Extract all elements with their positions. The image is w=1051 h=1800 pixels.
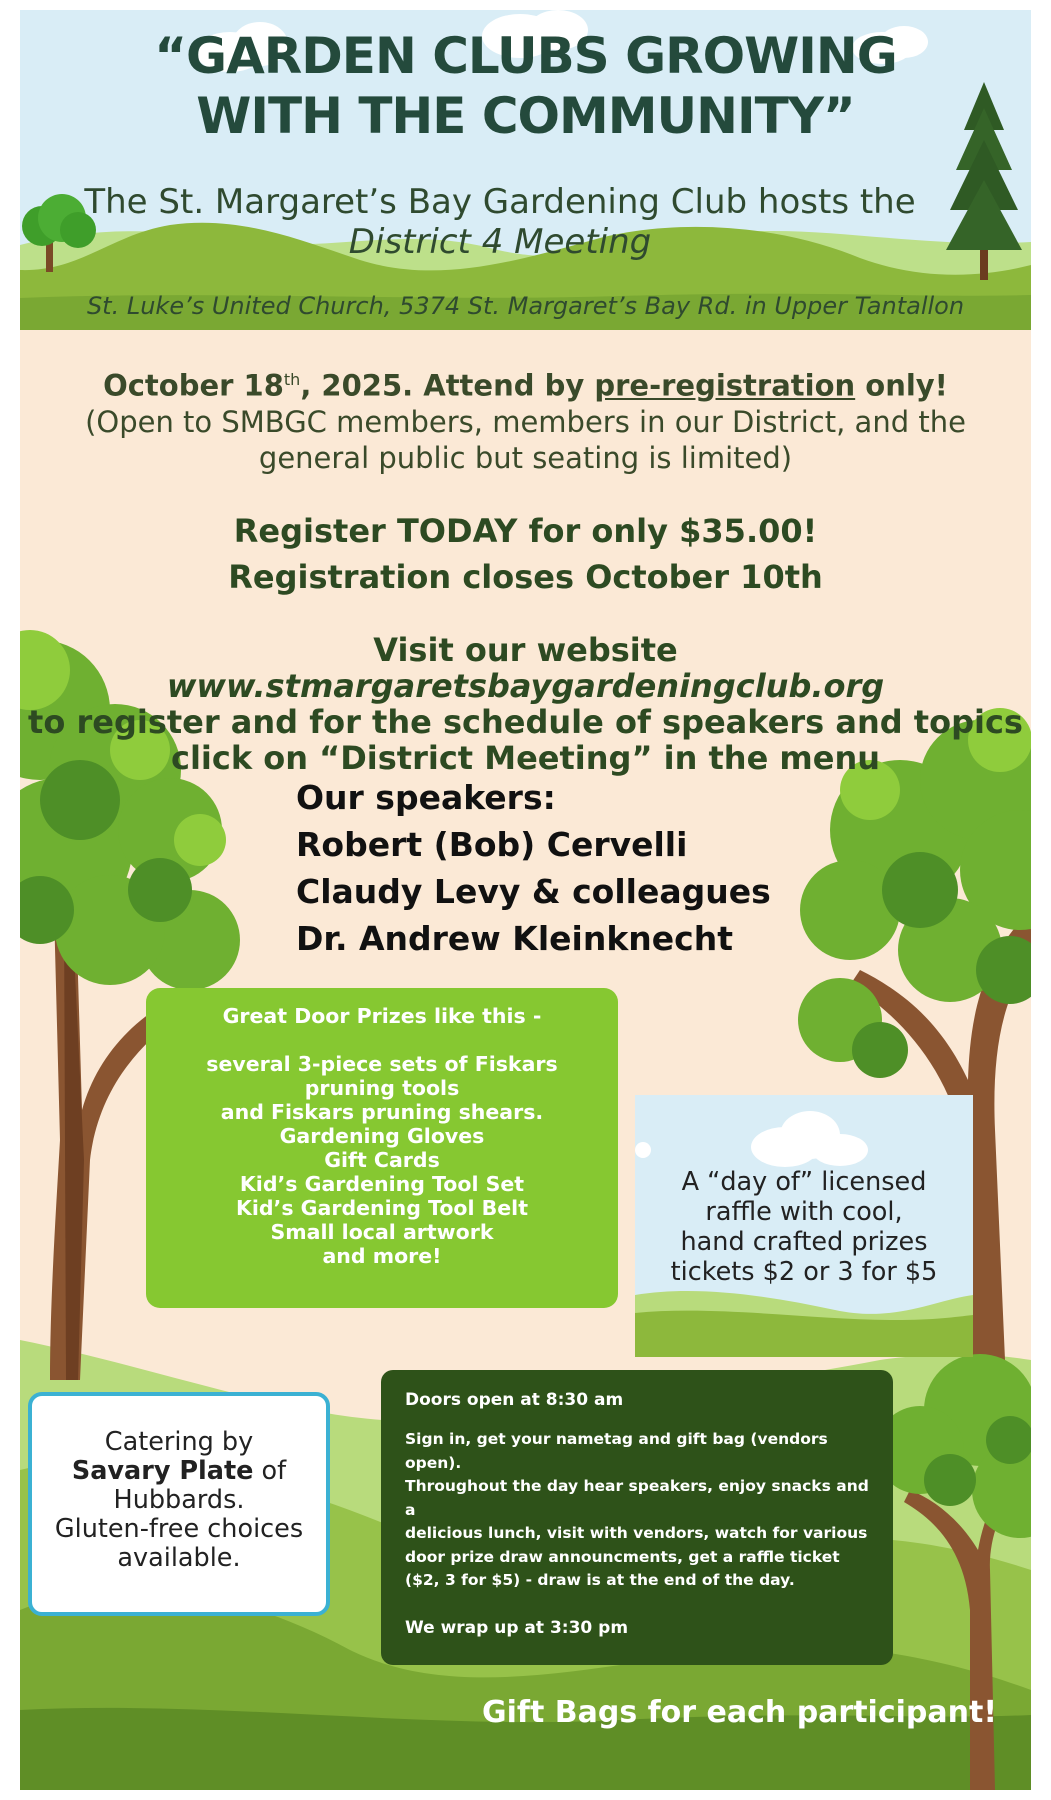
event-poster: [20, 10, 1031, 1790]
host-line: The St. Margaret’s Bay Gardening Club hosts the: [84, 182, 916, 222]
schedule-line: Throughout the day hear speakers, enjoy snacks and a: [405, 1477, 869, 1519]
registration-price: Register TODAY for only $35.00!: [233, 512, 818, 550]
title-line-2: WITH THE COMMUNITY”: [196, 87, 855, 145]
year-text: , 2025. Attend by: [300, 368, 595, 403]
catering-line-3: Hubbards.: [113, 1485, 245, 1515]
catering-box: [28, 1392, 330, 1616]
date-suffix: th: [283, 370, 301, 389]
speaker-name: Claudy Levy & colleagues: [296, 872, 771, 911]
raffle-line: hand crafted prizes: [680, 1227, 928, 1257]
only-text: only!: [855, 368, 948, 403]
doors-open-time: Doors open at 8:30 am: [405, 1390, 624, 1410]
gift-bags-note: Gift Bags for each participant!: [481, 1695, 997, 1730]
prize-item: Small local artwork: [270, 1220, 494, 1244]
raffle-info: [635, 1167, 973, 1287]
caterer-name: Savary Plate: [71, 1456, 254, 1486]
event-date-section: [20, 362, 1031, 476]
prize-item: and Fiskars pruning shears.: [220, 1100, 544, 1124]
prize-item: and more!: [322, 1244, 442, 1268]
registration-section: [20, 508, 1031, 600]
catering-of: of: [253, 1456, 287, 1486]
website-prefix: Visit our website: [373, 631, 678, 669]
speaker-name: Robert (Bob) Cervelli: [296, 825, 688, 864]
poster-title: [20, 26, 1031, 146]
prize-item: Kid’s Gardening Tool Set: [239, 1172, 525, 1196]
website-line-3: click on “District Meeting” in the menu: [170, 739, 881, 777]
raffle-line: A “day of” licensed: [681, 1167, 927, 1197]
prize-item: Gift Cards: [324, 1148, 440, 1172]
website-url: www.stmargaretsbaygardeningclub.org: [166, 667, 885, 705]
meeting-name: District 4 Meeting: [348, 222, 652, 262]
speakers-list: [296, 774, 771, 962]
preregistration-text: pre-registration: [594, 368, 856, 403]
prize-item: pruning tools: [304, 1076, 460, 1100]
door-prizes-box: [146, 988, 618, 1308]
wrap-up-time: We wrap up at 3:30 pm: [405, 1617, 629, 1638]
schedule-details: [405, 1428, 869, 1593]
raffle-line: raffle with cool,: [705, 1197, 903, 1227]
schedule-line: delicious lunch, visit with vendors, watch for various: [405, 1524, 868, 1542]
schedule-line: Sign in, get your nametag and gift bag (vendors open).: [405, 1430, 828, 1472]
registration-deadline: Registration closes October 10th: [228, 558, 823, 596]
website-line-2: to register and for the schedule of speakers and topics: [28, 703, 1023, 741]
prize-item: Kid’s Gardening Tool Belt: [235, 1196, 529, 1220]
schedule-line: ($2, 3 for $5) - draw is at the end of the day.: [405, 1571, 795, 1589]
title-line-1: “GARDEN CLUBS GROWING: [154, 27, 897, 85]
event-date: October 18: [103, 368, 284, 403]
date-line: [20, 362, 1031, 404]
eligibility-line-2: general public but seating is limited): [258, 440, 793, 475]
catering-line-1: Catering by: [104, 1427, 254, 1457]
prizes-heading: Great Door Prizes like this -: [222, 1004, 542, 1028]
catering-line-5: available.: [117, 1543, 241, 1573]
raffle-line: tickets $2 or 3 for $5: [670, 1257, 938, 1287]
prizes-list: [146, 1052, 618, 1268]
website-section: [20, 632, 1031, 776]
eligibility-line-1: (Open to SMBGC members, members in our District, and the: [85, 404, 966, 439]
schedule-box: [381, 1370, 893, 1665]
prize-item: several 3-piece sets of Fiskars: [206, 1052, 558, 1076]
speakers-heading: Our speakers:: [296, 778, 556, 817]
prize-item: Gardening Gloves: [279, 1124, 485, 1148]
schedule-line: door prize draw announcments, get a raffle ticket: [405, 1547, 840, 1566]
host-announcement: [50, 182, 950, 262]
venue-address: St. Luke’s United Church, 5374 St. Margaret’s Bay Rd. in Upper Tantallon: [86, 292, 965, 320]
website-line: [20, 632, 1031, 704]
speaker-name: Dr. Andrew Kleinknecht: [296, 919, 733, 958]
catering-line-2: [32, 1457, 326, 1486]
catering-line-4: Gluten-free choices: [54, 1514, 304, 1544]
